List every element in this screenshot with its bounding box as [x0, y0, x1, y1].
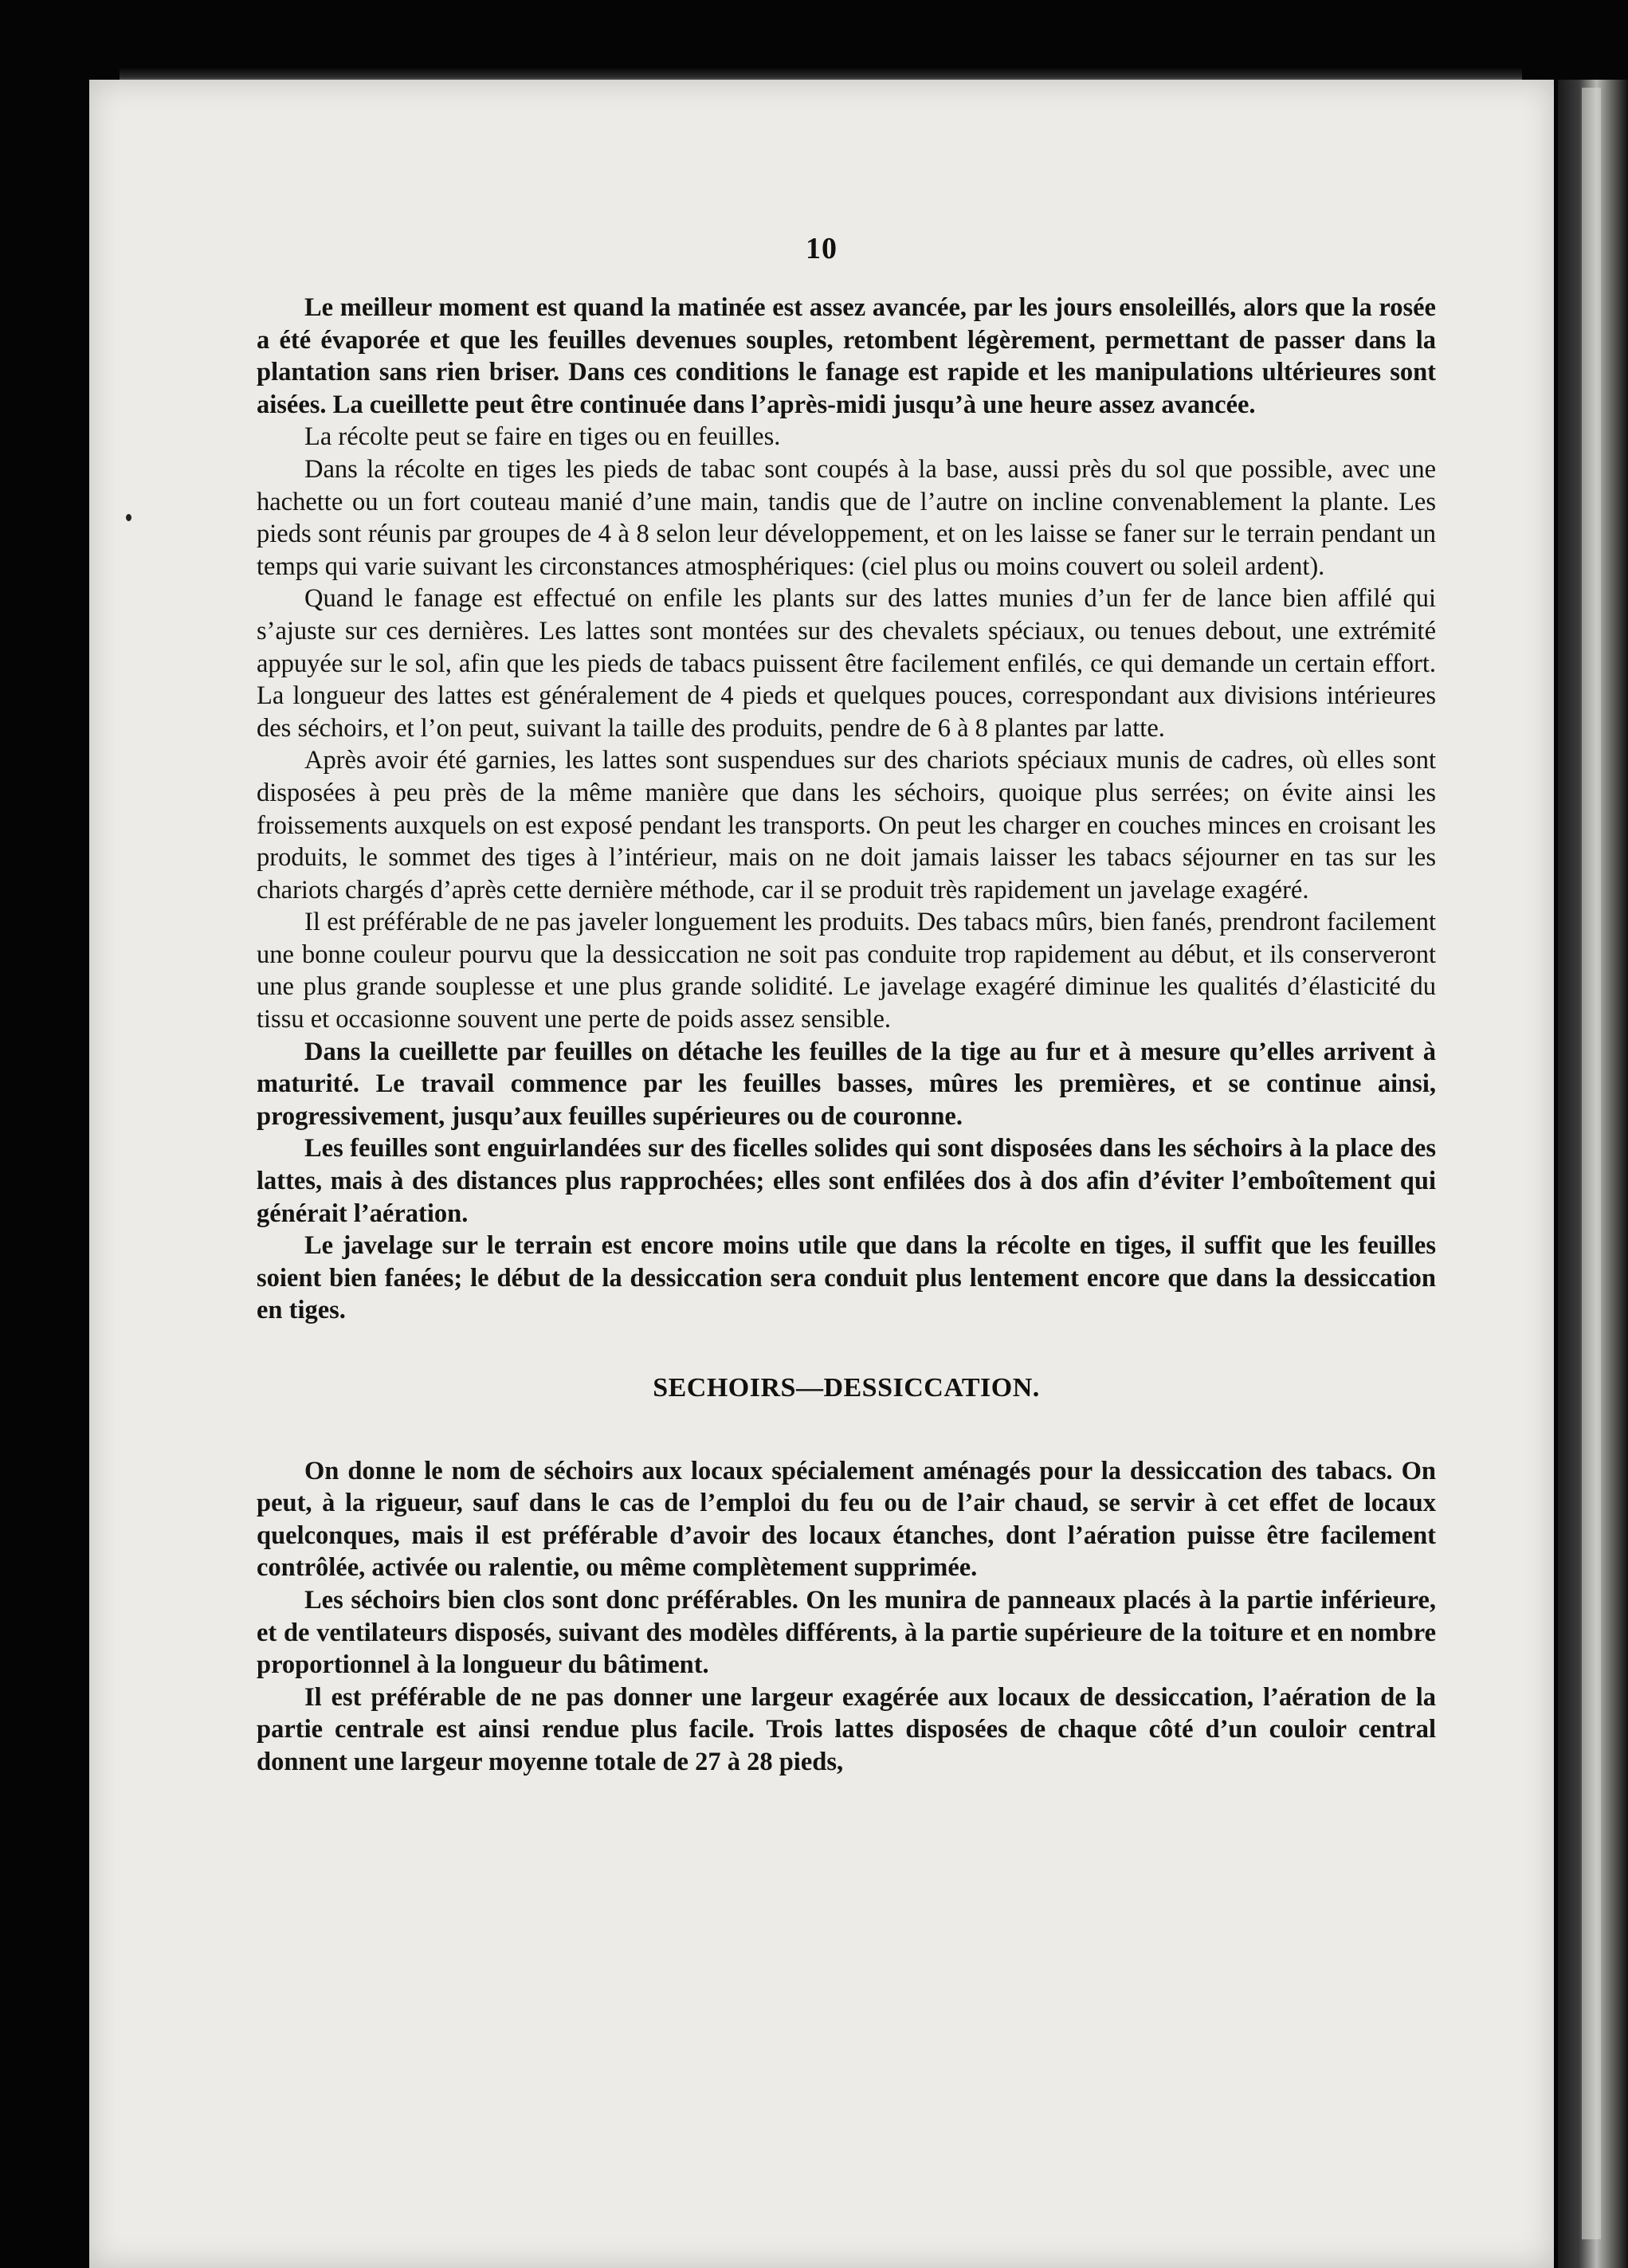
paragraph: Il est préférable de ne pas javeler longuement les produits. Des tabacs mûrs, bien fanés, prendront facilement une bonne couleur pourvu que la dessiccation ne soit pas conduite trop rapidement au début, et ils conserveront une plus grande souplesse et une plus grande solidité. Le javelage exagéré diminue les qualités d’élasticité du tissu et occasionne souvent une perte de poids assez sensible. [257, 908, 1436, 1034]
spacer [257, 1327, 1436, 1372]
adjacent-page-strip [1582, 88, 1601, 2239]
paragraph: On donne le nom de séchoirs aux locaux spécialement aménagés pour la dessiccation des tabacs. On peut, à la rigueur, sauf dans le cas de l’emploi du feu ou de l’air chaud, se servir à cet effet de locaux quelconques, mais il est préférable d’avoir des locaux étanches, dont l’aération puisse être facilement contrôlée, activée ou ralentie, ou même complètement supprimée. [257, 1456, 1436, 1583]
paragraph: Dans la cueillette par feuilles on détache les feuilles de la tige au fur et à mesure qu’elles arrivent à maturité. Le travail commence par les feuilles basses, mûres les premières, et se continue ainsi, progressivement, jusqu’aux feuilles supérieures ou de couronne. [257, 1037, 1436, 1131]
paragraph: Les feuilles sont enguirlandées sur des ficelles solides qui sont disposées dans les séchoirs à la place des lattes, mais à des distances plus rapprochées; elles sont enfilées dos à dos afin d’éviter l’emboîtement qui générait l’aération. [257, 1134, 1436, 1228]
paragraph: Quand le fanage est effectué on enfile les plants sur des lattes munies d’un fer de lance bien affilé qui s’ajuste sur ces dernières. Les lattes sont montées sur des chevalets spéciaux, ou tenues debout, une extrémité appuyée sur le sol, afin que les pieds de tabacs puissent être facilement enfilés, ce qui demande un certain effort. La longueur des lattes est généralement de 4 pieds et quelques pouces, correspondant aux divisions intérieures des séchoirs, et l’on peut, suivant la taille des produits, pendre de 6 à 8 plantes par latte. [257, 584, 1436, 743]
left-margin-speck [126, 514, 131, 521]
page-number: 10 [806, 232, 838, 265]
spacer [257, 1405, 1436, 1455]
paragraph: La récolte peut se faire en tiges ou en feuilles. [304, 422, 781, 452]
paragraph: Après avoir été garnies, les lattes sont suspendues sur des chariots spéciaux munis de cadres, où elles sont disposées à peu près de la même manière que dans les séchoirs, quoique plus serrées; on évite ainsi les froissements auxquels on est exposé pendant les transports. On peut les charger en couches minces en croisant les produits, le sommet des tiges à l’intérieur, mais on ne doit jamais laisser les tabacs séjourner en tas sur les chariots chargés d’après cette dernière méthode, car il se produit très rapidement un javelage exagéré. [257, 746, 1436, 904]
paragraph: Le meilleur moment est quand la matinée est assez avancée, par les jours ensoleillés, alors que la rosée a été évaporée et que les feuilles devenues souples, retombent légèrement, permettant de passer dans la plantation sans rien briser. Dans ces conditions le fanage est rapide et les manipulations ultérieures sont aisées. La cueillette peut être continuée dans l’après-midi jusqu’à une heure assez avancée. [257, 293, 1436, 419]
paragraph: Il est préférable de ne pas donner une largeur exagérée aux locaux de dessiccation, l’aération de la partie centrale est ainsi rendue plus facile. Trois lattes disposées de chaque côté d’un couloir central donnent une largeur moyenne totale de 27 à 28 pieds, [257, 1682, 1436, 1776]
section-heading: SECHOIRS—DESSICCATION. [653, 1373, 1040, 1403]
paragraph: Le javelage sur le terrain est encore moins utile que dans la récolte en tiges, il suffit que les feuilles soient bien fanées; le début de la dessiccation sera conduit plus lentement encore que dans la dessiccation en tiges. [257, 1231, 1436, 1325]
paragraph: Dans la récolte en tiges les pieds de tabac sont coupés à la base, aussi près du sol que possible, avec une hachette ou un fort couteau manié d’une main, tandis que de l’autre on incline convenablement la plante. Les pieds sont réunis par groupes de 4 à 8 selon leur développement, et on les laisse se faner sur le terrain pendant un temps qui varie suivant les circonstances atmosphériques: (ciel plus ou moins couvert ou soleil ardent). [257, 454, 1436, 581]
page-content [257, 292, 1436, 1779]
paragraph: Les séchoirs bien clos sont donc préférables. On les munira de panneaux placés à la partie inférieure, et de ventilateurs disposés, suivant des modèles différents, à la partie supérieure de la toiture et en nombre proportionnel à la longueur du bâtiment. [257, 1585, 1436, 1680]
document-page [89, 80, 1554, 2268]
